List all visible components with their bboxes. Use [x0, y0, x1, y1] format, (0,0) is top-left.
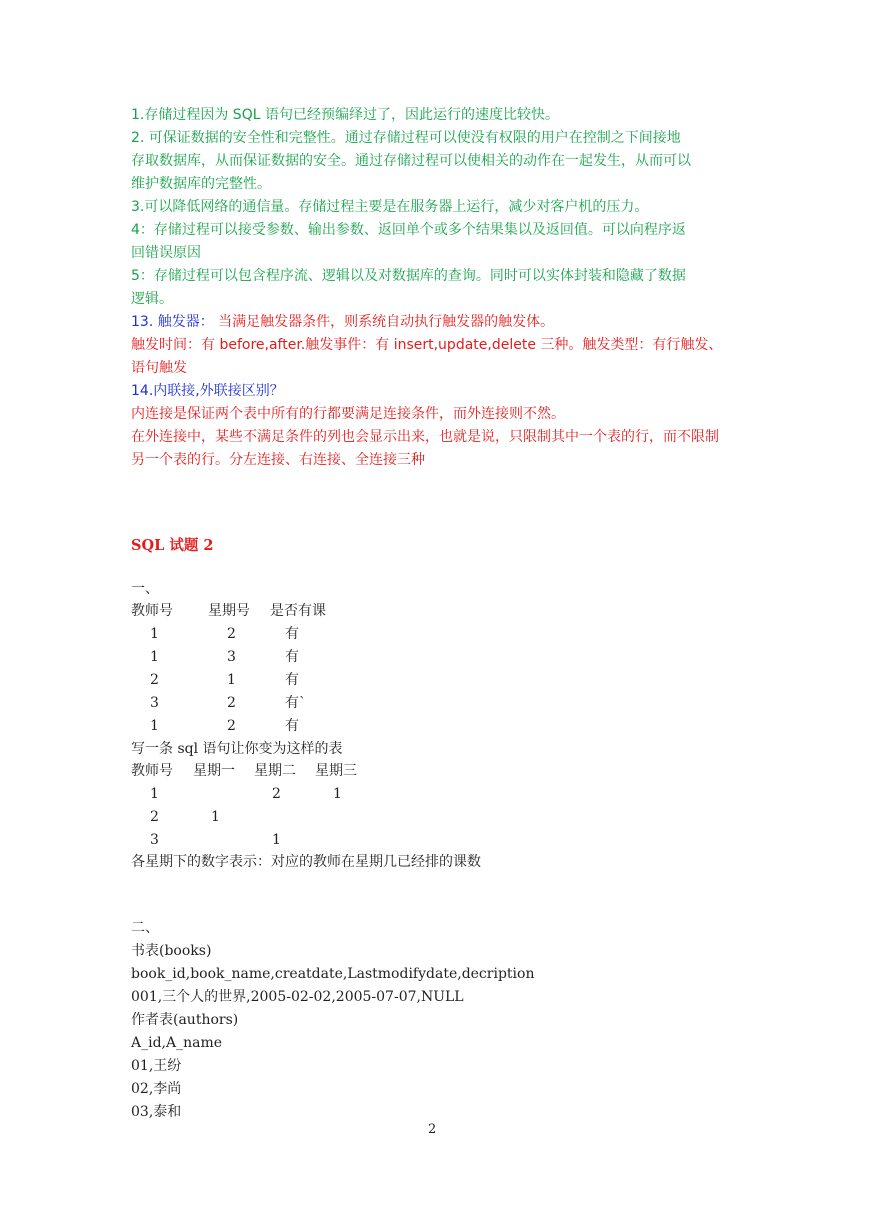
- table2-row: [131, 783, 531, 806]
- table2-header-row: [131, 760, 531, 783]
- table1-cell: 有`: [285, 695, 306, 711]
- table1-cell: 有: [285, 649, 299, 665]
- advantage-line: 1.存储过程因为 SQL 语句已经预编绎过了，因此运行的速度比较快。: [131, 107, 559, 123]
- table2-header-cell: 星期一: [193, 763, 235, 779]
- advantage-line: 回错误原因: [131, 245, 201, 261]
- table1-cell: 有: [285, 672, 299, 688]
- page-number: 2: [428, 1122, 437, 1137]
- q13-line: [131, 311, 554, 334]
- advantage-line: 5：存储过程可以包含程序流、逻辑以及对数据库的查询。同时可以实体封装和隐藏了数据: [131, 268, 686, 284]
- table1-cell: 2: [227, 718, 236, 734]
- table1-cell: 3: [227, 649, 236, 665]
- q13-detail-line: 语句触发: [131, 360, 187, 376]
- table1-cell: 有: [285, 718, 299, 734]
- table1-cell: 1: [150, 626, 159, 642]
- section-title: SQL 试题 2: [131, 537, 214, 554]
- table1-header-row: [131, 600, 531, 623]
- table2-header-cell: 星期三: [315, 763, 357, 779]
- table1-cell: 1: [150, 649, 159, 665]
- table2-cell: 1: [333, 786, 342, 802]
- part2-line: 02,李尚: [131, 1081, 182, 1097]
- table1-row: [131, 715, 531, 738]
- table1-row: [131, 646, 531, 669]
- advantage-line: 2. 可保证数据的安全性和完整性。通过存储过程可以使没有权限的用户在控制之下间接地: [131, 130, 681, 146]
- advantage-line: 3.可以降低网络的通信量。存储过程主要是在服务器上运行，减少对客户机的压力。: [131, 199, 649, 215]
- q14-title: 14.内联接,外联接区别？: [131, 383, 284, 399]
- part2-line: 03,泰和: [131, 1104, 182, 1120]
- table1-cell: 2: [227, 626, 236, 642]
- note-text: 各星期下的数字表示：对应的教师在星期几已经排的课数: [131, 854, 481, 870]
- table2-cell: 3: [150, 832, 159, 848]
- table1-cell: 2: [227, 695, 236, 711]
- table1-row: [131, 669, 531, 692]
- table2-row: [131, 806, 531, 829]
- table1-cell: 1: [150, 718, 159, 734]
- table1-header-cell: 星期号: [208, 603, 250, 619]
- q13-text: 当满足触发器条件，则系统自动执行触发器的触发体。: [213, 314, 555, 330]
- part2-line: A_id,A_name: [131, 1035, 223, 1051]
- advantage-line: 4：存储过程可以接受参数、输出参数、返回单个或多个结果集以及返回值。可以向程序返: [131, 222, 686, 238]
- table2-cell: 1: [211, 809, 220, 825]
- part2-line: 001,三个人的世界,2005-02-02,2005-07-07,NULL: [131, 989, 464, 1005]
- table1-row: [131, 692, 531, 715]
- table2-row: [131, 829, 531, 852]
- table2-header-cell: 星期二: [254, 763, 296, 779]
- part2-line: 01,王纷: [131, 1058, 182, 1074]
- part2-line: 作者表(authors): [131, 1012, 239, 1028]
- part1-heading: 一、: [131, 581, 159, 597]
- table1-cell: 3: [150, 695, 159, 711]
- part2-line: book_id,book_name,creatdate,Lastmodifydate,decription: [131, 966, 535, 982]
- table2-header-cell: 教师号: [131, 763, 173, 779]
- q14-line: 另一个表的行。分左连接、右连接、全连接三种: [131, 452, 425, 468]
- q14-line: 内连接是保证两个表中所有的行都要满足连接条件，而外连接则不然。: [131, 406, 565, 422]
- table1-row: [131, 623, 531, 646]
- q13-label: 13. 触发器：: [131, 314, 214, 330]
- table2-cell: 2: [272, 786, 281, 802]
- table2-cell: 1: [150, 786, 159, 802]
- q13-detail-line: 触发时间：有 before,after.触发事件：有 insert,update,delete 三种。触发类型：有行触发、: [131, 337, 723, 353]
- table2-cell: 1: [272, 832, 281, 848]
- advantage-line: 维护数据库的完整性。: [131, 176, 271, 192]
- table1-cell: 有: [285, 626, 299, 642]
- table1-header-cell: 教师号: [131, 603, 173, 619]
- instruction-text: 写一条 sql 语句让你变为这样的表: [131, 741, 343, 757]
- table1-cell: 1: [227, 672, 236, 688]
- table1-cell: 2: [150, 672, 159, 688]
- part2-line: 书表(books): [131, 943, 212, 959]
- q14-line: 在外连接中，某些不满足条件的列也会显示出来，也就是说，只限制其中一个表的行，而不限制: [131, 429, 719, 445]
- advantage-line: 逻辑。: [131, 291, 173, 307]
- table1-header-cell: 是否有课: [270, 603, 326, 619]
- advantage-line: 存取数据库，从而保证数据的安全。通过存储过程可以使相关的动作在一起发生，从而可以: [131, 153, 691, 169]
- part2-heading: 二、: [131, 920, 159, 936]
- table2-cell: 2: [150, 809, 159, 825]
